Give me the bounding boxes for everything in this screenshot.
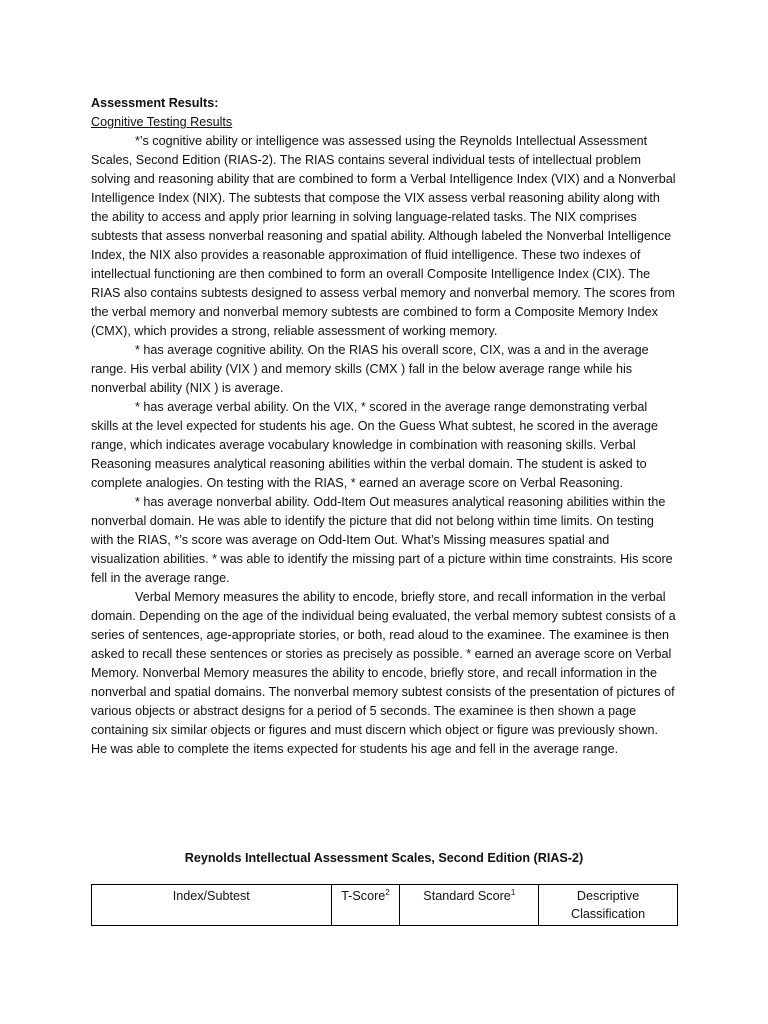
table-title: Reynolds Intellectual Assessment Scales, Second Edition (RIAS-2) xyxy=(184,851,584,865)
section-heading: Assessment Results: xyxy=(91,96,219,110)
document-page xyxy=(91,94,677,921)
header-index-subtest xyxy=(92,885,332,926)
header-descriptive-label: Descriptive Classification xyxy=(570,889,646,921)
section-subheading: Cognitive Testing Results xyxy=(91,115,233,129)
paragraph-rias-overview: *’s cognitive ability or intelligence was assessed using the Reynolds Intellectual Assessment Scales, Second Edition (RIAS-2). The RIAS contains several individual tests of intellectual problem solving and reasoning ability that are combined to form a Verbal Intelligence Index (VIX) and a Nonverbal Intelligence Index (NIX). The subtests that compose the VIX assess verbal reasoning ability along with the ability to access and apply prior learning in solving language-related tasks. The NIX comprises subtests that assess nonverbal reasoning and spatial ability. Although labeled the Nonverbal Intelligence Index, the NIX also provides a reasonable approximation of fluid intelligence. These two indexes of intellectual functioning are then combined to form an overall Composite Intelligence Index (CIX). The RIAS also contains subtests designed to assess verbal memory and nonverbal memory. The scores from the verbal memory and nonverbal memory subtests are combined to form a Composite Memory Index (CMX), which provides a strong, reliable assessment of working memory. xyxy=(91,134,676,338)
paragraph-verbal-ability: * has average verbal ability. On the VIX, * scored in the average range demonstrating verbal skills at the level expected for students his age. On the Guess What subtest, he scored in the average range, which indicates average vocabulary knowledge in combination with reasoning skills. Verbal Reasoning measures analytical reasoning abilities within the verbal domain. The student is asked to complete analogies. On testing with the RIAS, * earned an average score on Verbal Reasoning. xyxy=(91,400,659,490)
header-descriptive-classification xyxy=(539,885,678,926)
header-standard-score-footnote: 1 xyxy=(510,887,516,897)
paragraph-memory: Verbal Memory measures the ability to encode, briefly store, and recall information in the verbal domain. Depending on the age of the individual being evaluated, the verbal memory subtest consists of a series of sentences, age-appropriate stories, or both, read aloud to the examinee. The examinee is then asked to recall these sentences or stories as precisely as possible. * earned an average score on Verbal Memory. Nonverbal Memory measures the ability to encode, briefly store, and recall information in the nonverbal and spatial domains. The nonverbal memory subtest consists of the presentation of pictures of various objects or abstract designs for a period of 5 seconds. The examinee is then shown a page containing six similar objects or figures and must discern which object or figure was previously shown. He was able to complete the items expected for students his age and fell in the average range. xyxy=(91,590,676,756)
header-t-score xyxy=(331,885,400,926)
header-standard-score xyxy=(400,885,539,926)
paragraph-cognitive-ability: * has average cognitive ability. On the RIAS his overall score, CIX, was a and in the average range. His verbal ability (VIX ) and memory skills (CMX ) fall in the below average range while his nonverbal ability (NIX ) is average. xyxy=(91,343,649,395)
header-t-score-footnote: 2 xyxy=(385,887,390,897)
table-header-row xyxy=(92,885,678,926)
header-t-score-label: T-Score xyxy=(341,889,386,903)
rias-results-table xyxy=(91,884,678,926)
header-index-subtest-label: Index/Subtest xyxy=(172,889,250,903)
paragraph-nonverbal-ability: * has average nonverbal ability. Odd-Item Out measures analytical reasoning abilities within the nonverbal domain. He was able to identify the picture that did not belong within time limits. On testing with the RIAS, *’s score was average on Odd-Item Out. What’s Missing measures spatial and visualization abilities. * was able to identify the missing part of a picture within time constraints. His score fell in the average range. xyxy=(91,495,673,585)
header-standard-score-label: Standard Score xyxy=(423,889,511,903)
